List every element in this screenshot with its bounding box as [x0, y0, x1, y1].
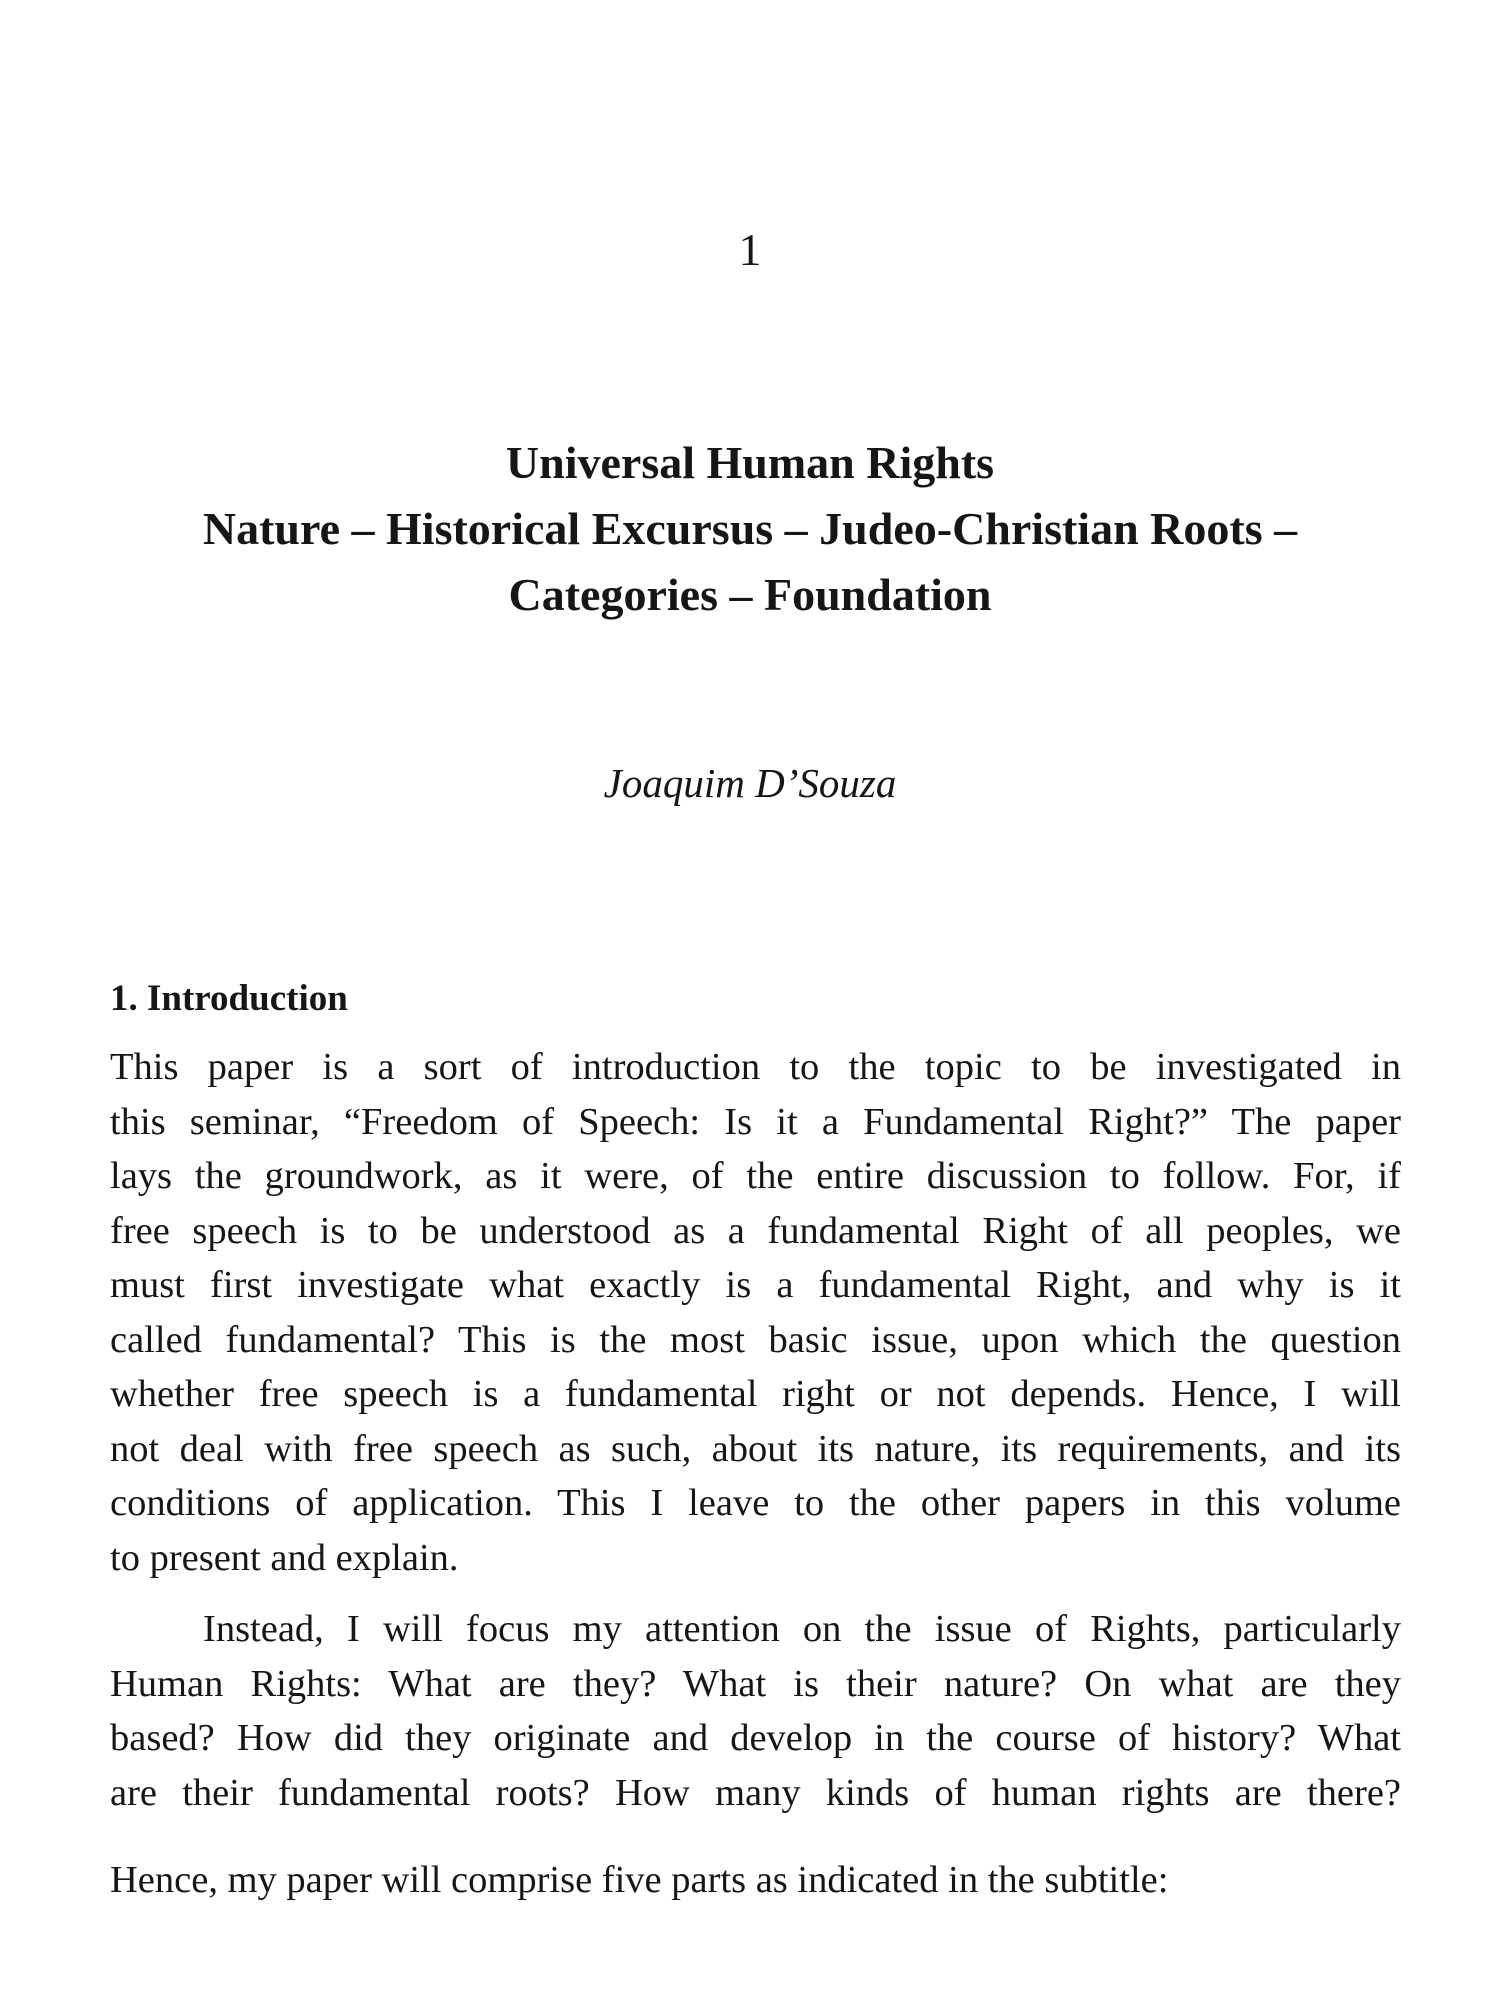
- text-line: not deal with free speech as such, about its nature, its requirements, and its: [110, 1427, 1401, 1470]
- text-line: Human Rights: What are they? What is their nature? On what are they: [110, 1662, 1401, 1705]
- title-line-3: Categories – Foundation: [508, 569, 992, 620]
- text-line: Hence, my paper will comprise five parts as indicated in the subtitle:: [110, 1859, 1169, 1901]
- text-line: free speech is to be understood as a fundamental Right of all peoples, we: [110, 1209, 1401, 1252]
- text-line: based? How did they originate and develop in the course of history? What: [110, 1717, 1401, 1759]
- paragraph-2: [110, 1602, 1401, 1820]
- section-heading: 1. Introduction: [110, 978, 348, 1019]
- text-line: Instead, I will focus my attention on the issue of Rights, particularly: [203, 1608, 1401, 1650]
- author-name: Joaquim D’Souza: [603, 760, 897, 806]
- text-line: lays the groundwork, as it were, of the entire discussion to follow. For, if: [110, 1155, 1401, 1197]
- paragraph-3: [110, 1853, 1401, 1908]
- chapter-number: 1: [738, 224, 762, 275]
- text-line: are their fundamental roots? How many kinds of human rights are there?: [110, 1771, 1401, 1814]
- text-line: conditions of application. This I leave to the other papers in this volume: [110, 1482, 1401, 1524]
- chapter-title: [80, 430, 1420, 628]
- title-line-2: Nature – Historical Excursus – Judeo-Christian Roots –: [202, 503, 1298, 554]
- title-line-1: Universal Human Rights: [505, 437, 995, 488]
- text-line: must first investigate what exactly is a fundamental Right, and why is it: [110, 1264, 1401, 1306]
- text-line: This paper is a sort of introduction to the topic to be investigated in: [110, 1046, 1401, 1088]
- text-line: this seminar, “Freedom of Speech: Is it a Fundamental Right?” The paper: [110, 1100, 1401, 1143]
- paragraph-1: [110, 1040, 1401, 1585]
- text-line: whether free speech is a fundamental right or not depends. Hence, I will: [110, 1373, 1401, 1415]
- text-line: called fundamental? This is the most basic issue, upon which the question: [110, 1318, 1401, 1361]
- text-line: to present and explain.: [110, 1536, 459, 1579]
